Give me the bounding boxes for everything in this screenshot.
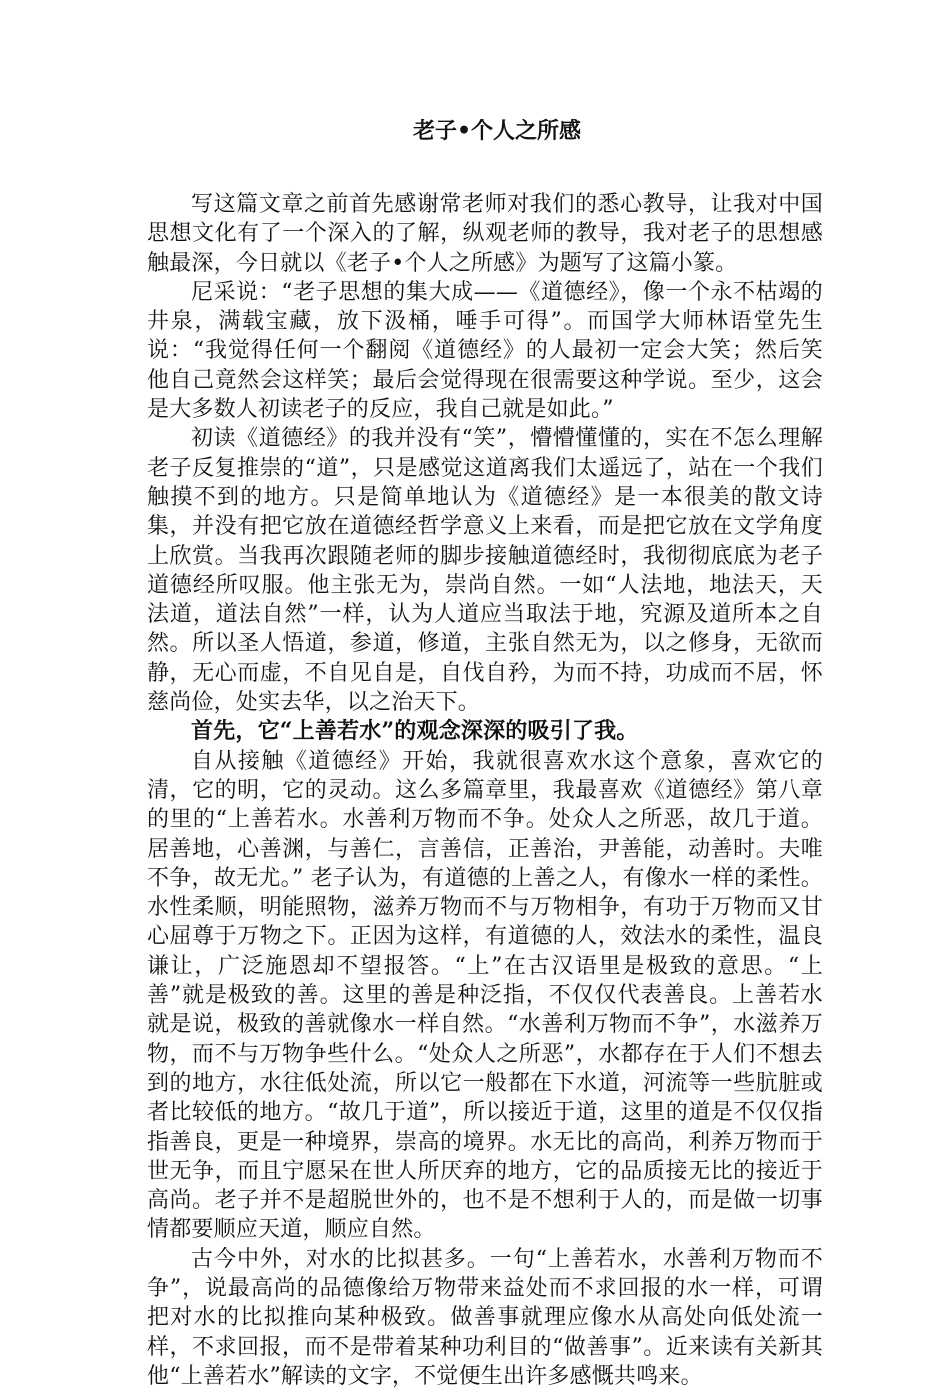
document-title: 老子•个人之所感 xyxy=(412,118,582,144)
paragraph-water-analogy: 古今中外，对水的比拟甚多。一句“上善若水，水善利万物而不争”，说最高尚的品德像给万物带来益处而不求回报的水一样，可谓把对水的比拟推向某种极致。做善事就理应像水从高处向低处流一样，不求回报，而不是带着某种功利目的“做善事”。近来读有关新其他“上善若水”解读的文字，不觉便生出许多感慨共鸣来。 xyxy=(147,1246,823,1389)
paragraph-first-reading: 初读《道德经》的我并没有“笑”，懵懵懂懂的，实在不怎么理解老子反复推崇的“道”，只是感觉这道离我们太遥远了，站在一个我们触摸不到的地方。只是简单地认为《道德经》是一本很美的散文诗集，并没有把它放在道德经哲学意义上来看，而是把它放在文学角度上欣赏。当我再次跟随老师的脚步接触道德经时，我彻彻底底为老子道德经所叹服。他主张无为，崇尚自然。一如“人法地，地法天，天法道，道法自然”一样，认为人道应当取法于地，究源及道所本之自然。所以圣人悟道，参道，修道，主张自然无为，以之修身，无欲而静，无心而虚，不自见自是，自伐自矜，为而不持，功成而不居，怀慈尚俭，处实去华，以之治天下。 xyxy=(147,426,823,716)
section-heading: 首先，它“上善若水”的观念深深的吸引了我。 xyxy=(191,718,639,745)
paragraph-water-analysis: 自从接触《道德经》开始，我就很喜欢水这个意象，喜欢它的清，它的明，它的灵动。这么多篇章里，我最喜欢《道德经》第八章的里的“上善若水。水善利万物而不争。处众人之所恶，故几于道。居善地，心善渊，与善仁，言善信，正善治，尹善能，动善时。夫唯不争，故无尤。” 老子认为，有道德的上善之人，有像水一样的柔性。水性柔顺，明能照物，滋养万物而不与万物相争，有功于万物而又甘心屈尊于万物之下。正因为这样，有道德的人，效法水的柔性，温良谦让，广泛施恩却不望报答。“上”在古汉语里是极致的意思。“上善”就是极致的善。这里的善是种泛指，不仅仅代表善良。上善若水就是说，极致的善就像水一样自然。“水善利万物而不争”，水滋养万物，而不与万物争些什么。“处众人之所恶”，水都存在于人们不想去到的地方，水往低处流，所以它一般都在下水道，河流等一些肮脏或者比较低的地方。“故几于道”，所以接近于道，这里的道是不仅仅指指善良，更是一种境界，崇高的境界。水无比的高尚，利养万物而于世无争，而且宁愿呆在世人所厌弃的地方，它的品质接无比的接近于高尚。老子并不是超脱世外的，也不是不想利于人的，而是做一切事情都要顺应天道，顺应自然。 xyxy=(147,748,823,1243)
paragraph-nietzsche-quote: 尼采说：“老子思想的集大成——《道德经》，像一个永不枯竭的井泉，满载宝藏，放下汲桶，唾手可得”。而国学大师林语堂先生说：“我觉得任何一个翻阅《道德经》的人最初一定会大笑；然后笑他自己竟然会这样笑；最后会觉得现在很需要这种学说。至少，这会是大多数人初读老子的反应，我自己就是如此。” xyxy=(147,279,823,423)
document-page xyxy=(147,116,823,1391)
paragraph-intro: 写这篇文章之前首先感谢常老师对我们的悉心教导，让我对中国思想文化有了一个深入的了解，纵观老师的教导，我对老子的思想感触最深，今日就以《老子•个人之所感》为题写了这篇小篆。 xyxy=(147,192,823,276)
